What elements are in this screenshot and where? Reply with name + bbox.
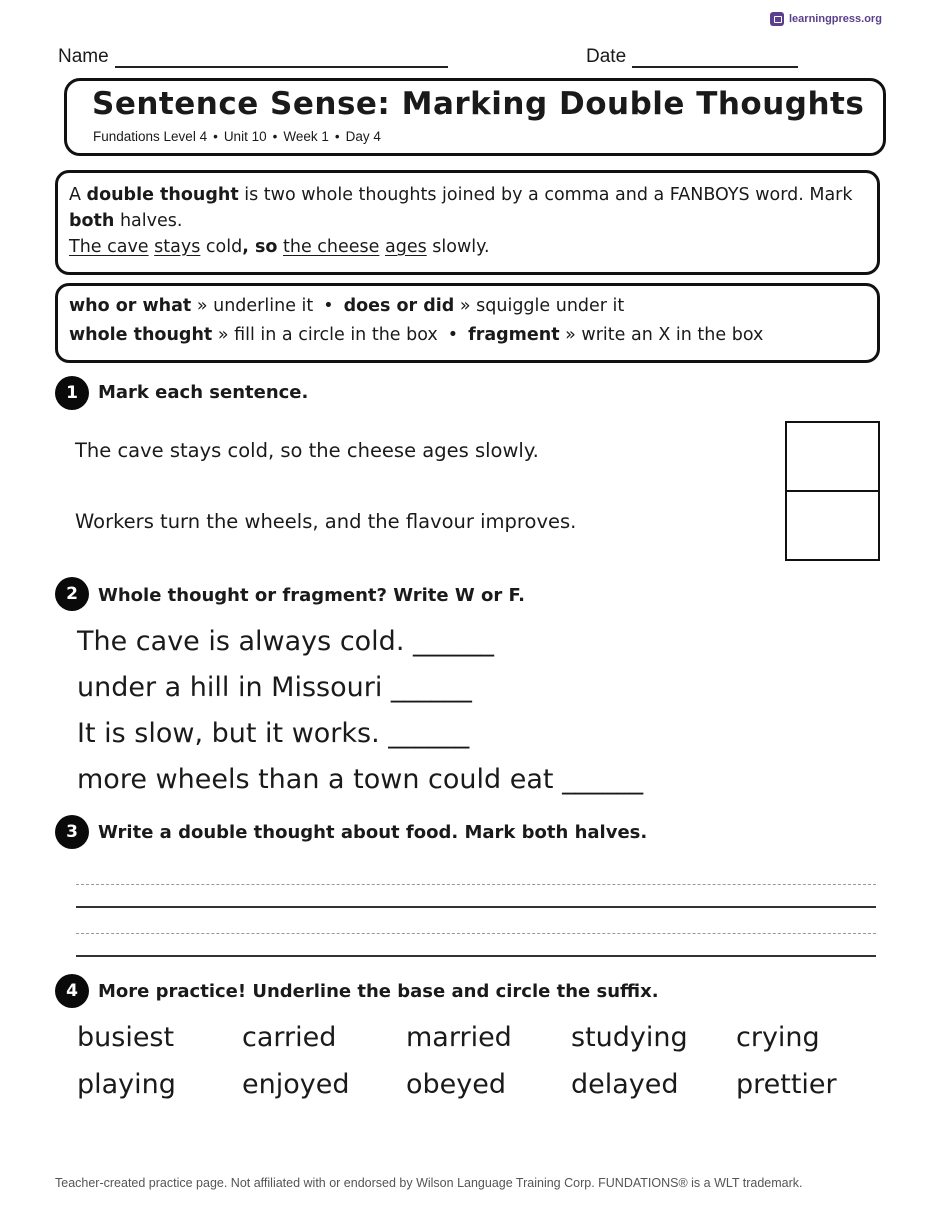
section-1-number: 1 (55, 376, 89, 410)
section-3-number: 3 (55, 815, 89, 849)
writing-baseline-1[interactable] (76, 906, 876, 908)
name-label: Name (58, 46, 109, 67)
section-2-item-4: more wheels than a town could eat ______ (77, 764, 644, 795)
writing-midline-2 (76, 933, 876, 934)
marking-key-row-2: whole thought » fill in a circle in the box • fragment » write an X in the box (69, 325, 764, 345)
suffix-word[interactable]: playing (77, 1069, 176, 1100)
book-icon (770, 12, 784, 26)
suffix-word[interactable]: enjoyed (242, 1069, 350, 1100)
suffix-word[interactable]: studying (571, 1022, 688, 1053)
section-2-item-1: The cave is always cold. ______ (77, 626, 494, 657)
name-field (58, 46, 448, 68)
suffix-word[interactable]: carried (242, 1022, 337, 1053)
section-2-title: Whole thought or fragment? Write W or F. (98, 585, 525, 606)
footer-disclaimer: Teacher-created practice page. Not affiliated with or endorsed by Wilson Language Training Corp. FUNDATIONS® is a WLT trademark. (55, 1176, 803, 1190)
section-2-item-3: It is slow, but it works. ______ (77, 718, 470, 749)
page-title: Sentence Sense: Marking Double Thoughts (92, 86, 865, 122)
suffix-word[interactable]: busiest (77, 1022, 175, 1053)
example-sentence: The cave stays cold, so the cheese ages slowly. (69, 237, 490, 257)
suffix-word[interactable]: married (406, 1022, 512, 1053)
brand-text: learningpress.org (789, 13, 882, 25)
suffix-word[interactable]: crying (736, 1022, 820, 1053)
answer-box-2[interactable] (785, 490, 880, 561)
section-2-item-2: under a hill in Missouri ______ (77, 672, 472, 703)
section-1-sentence-1: The cave stays cold, so the cheese ages slowly. (75, 439, 539, 462)
section-1-title: Mark each sentence. (98, 382, 309, 403)
date-blank[interactable] (632, 50, 798, 68)
name-blank[interactable] (115, 50, 448, 68)
section-2-number: 2 (55, 577, 89, 611)
section-3-title: Write a double thought about food. Mark both halves. (98, 822, 648, 843)
page-subtitle: Fundations Level 4 • Unit 10 • Week 1 • Day 4 (93, 129, 381, 144)
suffix-word[interactable]: obeyed (406, 1069, 506, 1100)
date-label: Date (586, 46, 627, 67)
marking-key-row-1: who or what » underline it • does or did » squiggle under it (69, 296, 625, 316)
writing-baseline-2[interactable] (76, 955, 876, 957)
definition-text: A double thought is two whole thoughts joined by a comma and a FANBOYS word. Mark both halves. (69, 185, 853, 231)
section-4-title: More practice! Underline the base and circle the suffix. (98, 981, 659, 1002)
marking-key-box (55, 283, 880, 363)
suffix-word[interactable]: delayed (571, 1069, 679, 1100)
date-field (586, 46, 798, 68)
section-4-number: 4 (55, 974, 89, 1008)
suffix-word[interactable]: prettier (736, 1069, 837, 1100)
section-1-sentence-2: Workers turn the wheels, and the flavour improves. (75, 510, 577, 533)
writing-midline-1 (76, 884, 876, 885)
brand-logo[interactable] (770, 12, 882, 26)
answer-box-1[interactable] (785, 421, 880, 492)
